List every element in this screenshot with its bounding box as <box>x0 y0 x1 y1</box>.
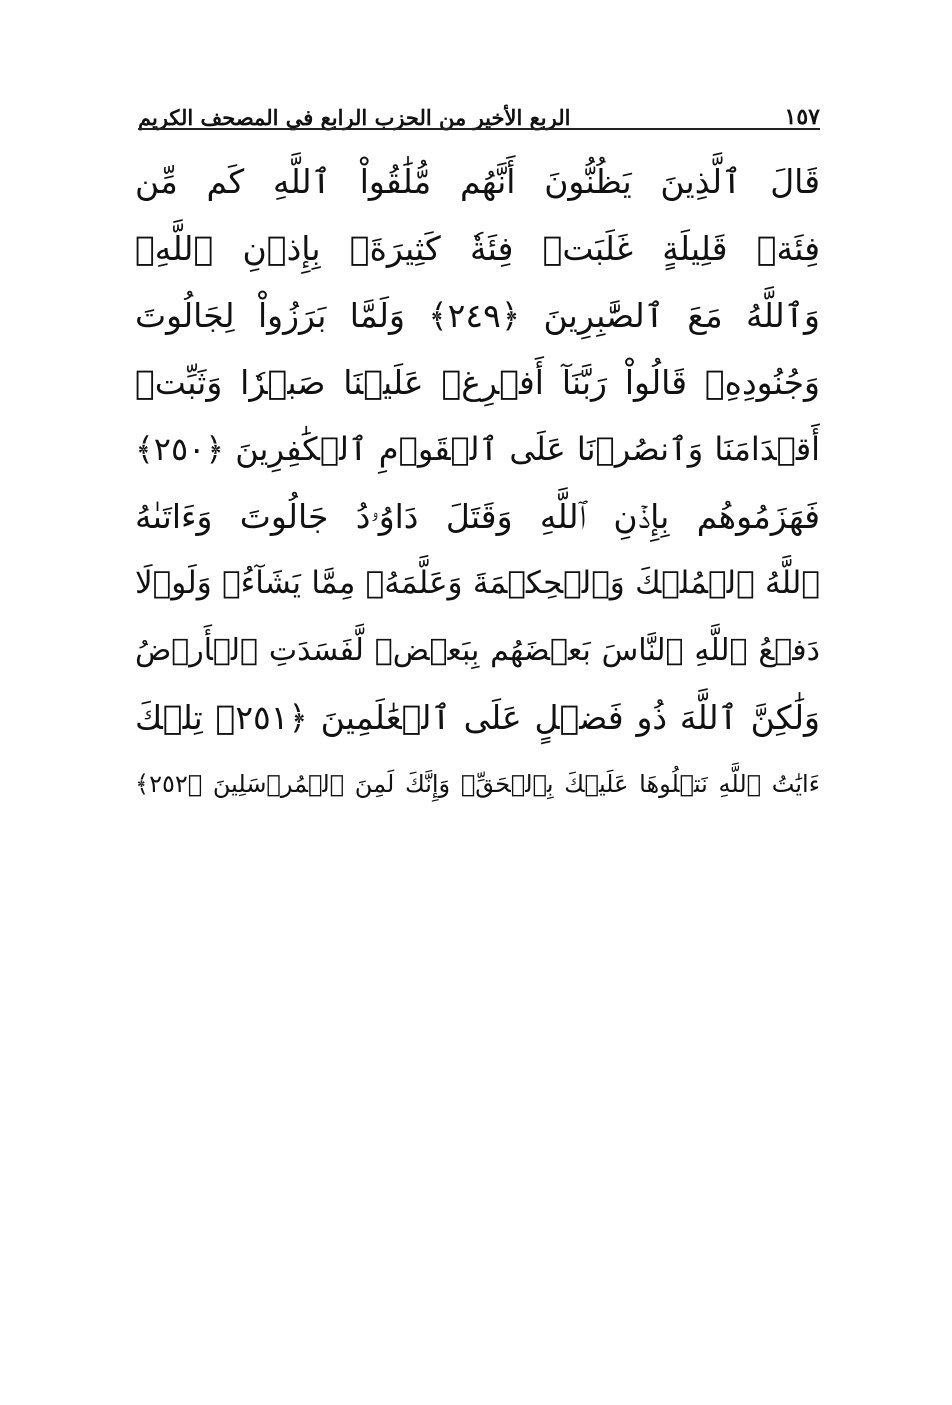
text-line <box>135 215 820 282</box>
quran-text-block <box>135 148 820 818</box>
text-line <box>135 282 820 349</box>
text-line <box>135 550 820 617</box>
text-line-content: فِئَةٖ قَلِيلَةٍ غَلَبَتۡ فِئَةٗ كَثِيرَةَۢ بِإِذۡنِ ٱللَّهِۗ <box>135 229 820 268</box>
header-title: الربع الأخير من الحزب الرابع في المصحف الكريم <box>138 104 571 130</box>
text-line <box>135 617 820 684</box>
text-line-content: ءَايَٰتُ ٱللَّهِ نَتۡلُوهَا عَلَيۡكَ بِٱلۡحَقِّۚ وَإِنَّكَ لَمِنَ ٱلۡمُرۡسَلِينَ ﴿٢٥٢﴾ <box>135 770 820 798</box>
page-header <box>138 88 820 130</box>
text-line <box>135 416 820 483</box>
text-line <box>135 684 820 751</box>
text-line <box>135 751 820 818</box>
text-line <box>135 148 820 215</box>
text-line-content: فَهَزَمُوهُم بِإِذۡنِ ٱللَّهِ وَقَتَلَ دَاوُۥدُ جَالُوتَ وَءَاتَىٰهُ <box>135 497 820 536</box>
header-divider <box>138 128 820 130</box>
text-line <box>135 349 820 416</box>
text-line-content: وَٱللَّهُ مَعَ ٱلصَّٰبِرِينَ ﴿٢٤٩﴾ وَلَمَّا بَرَزُواْ لِجَالُوتَ <box>135 296 820 335</box>
text-line-content: أَقۡدَامَنَا وَٱنصُرۡنَا عَلَى ٱلۡقَوۡمِ ٱلۡكَٰفِرِينَ ﴿٢٥٠﴾ <box>135 430 820 468</box>
text-line-content: وَجُنُودِهِۦ قَالُواْ رَبَّنَآ أَفۡرِغۡ عَلَيۡنَا صَبۡرٗا وَثَبِّتۡ <box>135 363 820 402</box>
page-number: ١٥٧ <box>784 103 820 130</box>
text-line-content: قَالَ ٱلَّذِينَ يَظُنُّونَ أَنَّهُم مُّلَٰقُواْ ٱللَّهِ كَم مِّن <box>135 162 820 201</box>
text-line-content: ٱللَّهُ ٱلۡمُلۡكَ وَٱلۡحِكۡمَةَ وَعَلَّمَهُۥ مِمَّا يَشَآءُۗ وَلَوۡلَا <box>135 565 820 601</box>
text-line <box>135 483 820 550</box>
text-line-content: دَفۡعُ ٱللَّهِ ٱلنَّاسَ بَعۡضَهُم بِبَعۡضٖ لَّفَسَدَتِ ٱلۡأَرۡضُ <box>135 633 820 668</box>
text-line-content: وَلَٰكِنَّ ٱللَّهَ ذُو فَضۡلٍ عَلَى ٱلۡعَٰلَمِينَ ﴿٢٥١﴾ تِلۡكَ <box>135 698 820 737</box>
